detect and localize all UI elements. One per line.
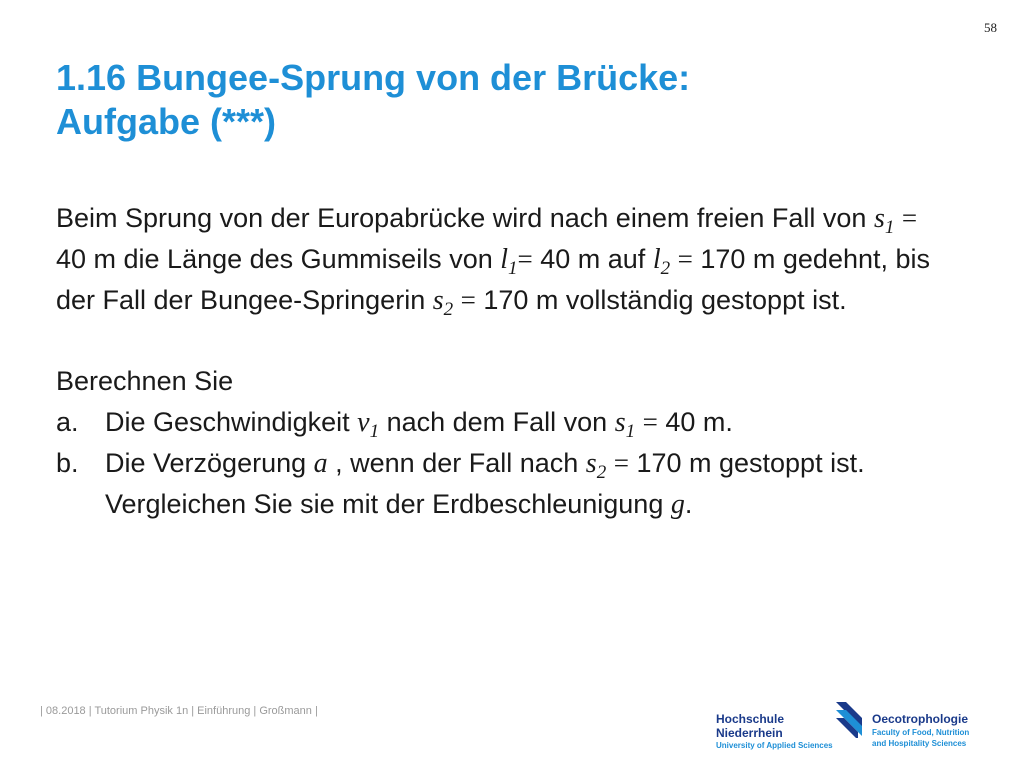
equals-sign: = (901, 203, 918, 233)
equals-sign: = (460, 285, 476, 315)
symbol-s2-subscript: 2 (596, 462, 607, 483)
task-b-text-4: . (684, 489, 693, 519)
hochschule-subtitle: University of Applied Sciences (716, 741, 833, 750)
equals-sign: = (517, 244, 533, 274)
equals-sign: = (677, 244, 693, 274)
faculty-logo-text (872, 712, 1012, 748)
statement-text-4: 170 m gedehnt, bis der Fall der Bungee-Springerin (56, 244, 931, 315)
task-b-text-1: Die Verzögerung (105, 448, 314, 478)
problem-statement (56, 198, 936, 321)
statement-text-5: 170 m vollständig gestoppt ist. (475, 285, 847, 315)
spacer (56, 321, 936, 361)
statement-text-2: 40 m die Länge des Gummiseils von (56, 244, 501, 274)
task-item-a (56, 402, 936, 443)
faculty-name: Oecotrophologie (872, 712, 968, 726)
statement-text-3: 40 m auf (532, 244, 653, 274)
symbol-s2: s (432, 285, 444, 316)
symbol-a: a (313, 448, 328, 479)
slide-title (56, 56, 956, 144)
task-b-text-3: 170 m gestoppt ist. Vergleichen Sie sie mit der Erdbeschleunigung (105, 448, 865, 519)
faculty-subtitle-2: and Hospitality Sciences (872, 739, 967, 748)
equals-sign: = (613, 448, 629, 478)
symbol-l1: l (500, 244, 509, 275)
slide-body (56, 198, 936, 525)
task-a-text-3: 40 m. (657, 407, 733, 437)
hochschule-emblem-icon (836, 702, 862, 738)
task-list (56, 402, 936, 525)
symbol-s1-subscript: 1 (625, 421, 636, 442)
task-marker-b: b. (56, 448, 79, 478)
symbol-s2: s (585, 448, 597, 479)
slide-title-line-1: 1.16 Bungee-Sprung von der Brücke: (56, 57, 691, 98)
slide-title-line-2: Aufgabe (***) (56, 101, 277, 142)
symbol-l2: l (652, 244, 661, 275)
task-a-text-2: nach dem Fall von (379, 407, 615, 437)
symbol-v1-subscript: 1 (369, 421, 380, 442)
symbol-v1: v (357, 407, 370, 438)
symbol-s1: s (873, 203, 885, 234)
symbol-s1: s (614, 407, 626, 438)
task-intro: Berechnen Sie (56, 366, 234, 396)
symbol-l1-subscript: 1 (508, 258, 518, 279)
symbol-s1-subscript: 1 (884, 217, 895, 238)
symbol-s2-subscript: 2 (443, 299, 454, 320)
symbol-g: g (670, 489, 685, 520)
statement-text-1: Beim Sprung von der Europabrücke wird nach einem freien Fall von (56, 203, 874, 233)
page-number: 58 (984, 20, 997, 35)
task-b-text-2: , wenn der Fall nach (327, 448, 586, 478)
footer-text: | 08.2018 | Tutorium Physik 1n | Einführung | Großmann | (40, 705, 318, 717)
faculty-subtitle-1: Faculty of Food, Nutrition (872, 728, 970, 737)
task-a-text-1: Die Geschwindigkeit (105, 407, 358, 437)
symbol-l2-subscript: 2 (660, 258, 671, 279)
task-marker-a: a. (56, 407, 79, 437)
hochschule-logo-text (716, 712, 836, 750)
task-item-b (56, 443, 936, 525)
equals-sign: = (642, 407, 658, 437)
hochschule-name: Hochschule Niederrhein (716, 712, 785, 740)
